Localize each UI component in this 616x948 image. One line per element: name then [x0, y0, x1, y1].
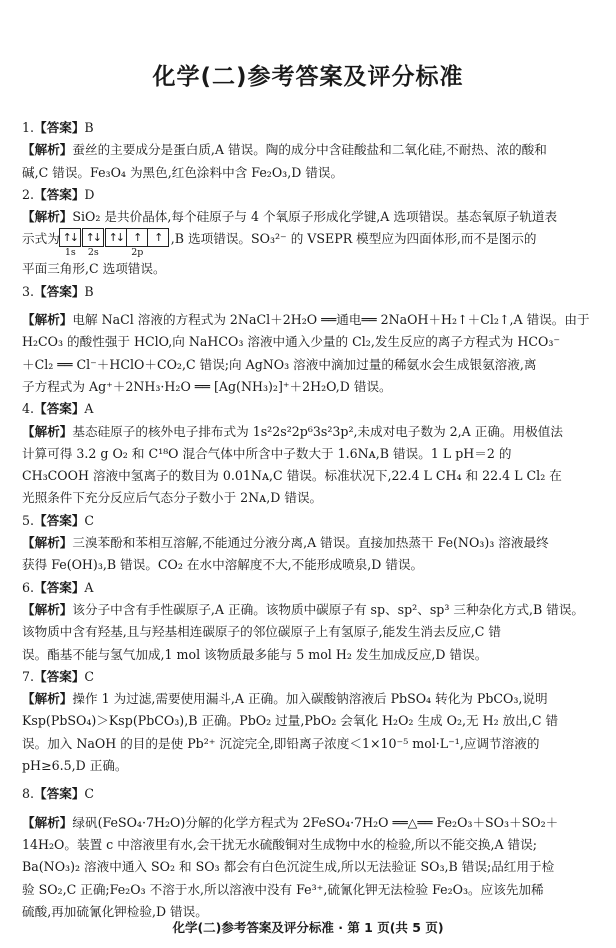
page-title: 化学(二)参考答案及评分标准	[152, 64, 464, 90]
analysis-8-line-4: 验 SO₂,C 正确;Fe₂O₃ 不溶于水,所以溶液中没有 Fe³⁺,硫氰化钾无法检验 Fe₂O₃。应该先加稀	[22, 881, 544, 897]
analysis-2-line-1: 【解析】SiO₂ 是共价晶体,每个硅原子与 4 个氧原子形成化学键,A 选项错误。基态氧原子轨道表	[22, 209, 558, 225]
orbital-2p	[106, 228, 169, 258]
orbital-2s	[83, 228, 104, 258]
analysis-8-line-3: Ba(NO₃)₂ 溶液中通入 SO₂ 和 SO₃ 都会有白色沉淀生成,所以无法验证 SO₃,B 错误;品红用于检	[22, 859, 555, 875]
analysis-4-line-4: 光照条件下充分反应后气态分子数小于 2Nᴀ,D 错误。	[22, 490, 323, 506]
analysis-6-line-3: 误。酯基不能与氢气加成,1 mol 该物质最多能与 5 mol H₂ 发生加成反应,D 错误。	[22, 646, 488, 662]
analysis-6-line-2: 该物质中含有羟基,且与羟基相连碳原子的邻位碳原子上有氢原子,能发生消去反应,C 错	[22, 624, 502, 640]
orbital-diagram-line	[22, 228, 604, 258]
analysis-6-line-1: 【解析】该分子中含有手性碳原子,A 正确。该物质中碳原子有 sp、sp²、sp³ 三种杂化方式,B 错误。	[22, 601, 585, 617]
orbital-label-2s: 2s	[87, 247, 99, 259]
answer-header-4: 4.【答案】A	[22, 401, 94, 417]
analysis-4-line-1: 【解析】基态硅原子的核外电子排布式为 1s²2s²2p⁶3s²3p²,未成对电子数为 2,A 正确。用极值法	[22, 423, 563, 439]
analysis-1-line-1: 【解析】蚕丝的主要成分是蛋白质,A 错误。陶的成分中含硅酸盐和二氧化硅,不耐热、浓的酸和	[22, 142, 547, 158]
answer-header-5: 5.【答案】C	[22, 512, 95, 528]
orbital-prefix: 示式为	[22, 231, 60, 247]
answer-header-6: 6.【答案】A	[22, 579, 94, 595]
orbital-1s	[60, 228, 81, 258]
orbital-box: ↑↓	[105, 228, 127, 247]
analysis-5-line-1: 【解析】三溴苯酚和苯相互溶解,不能通过分液分离,A 错误。直接加热蒸干 Fe(NO₃)₃ 溶液最终	[22, 535, 549, 551]
analysis-7-line-3: 误。加入 NaOH 的目的是使 Pb²⁺ 沉淀完全,即铅离子浓度＜1×10⁻⁵ mol·L⁻¹,应调节溶液的	[22, 735, 540, 751]
analysis-8-line-5: 硫酸,再加硫氰化钾检验,D 错误。	[22, 903, 208, 919]
analysis-7-line-1: 【解析】操作 1 为过滤,需要使用漏斗,A 正确。加入碳酸钠溶液后 PbSO₄ 转化为 PbCO₃,说明	[22, 691, 548, 707]
orbital-box: ↑↓	[59, 228, 81, 247]
page-footer: 化学(二)参考答案及评分标准 · 第 1 页(共 5 页)	[172, 920, 444, 935]
orbital-box: ↑	[147, 228, 169, 247]
answer-header-7: 7.【答案】C	[22, 668, 95, 684]
orbital-label-2p: 2p	[131, 247, 144, 259]
analysis-8-line-1: 【解析】绿矾(FeSO₄·7H₂O)分解的化学方程式为 2FeSO₄·7H₂O ══△══ Fe₂O₃＋SO₃＋SO₂＋	[22, 814, 559, 830]
answer-header-1: 1.【答案】B	[22, 120, 94, 135]
analysis-3-line-4: 子方程式为 Ag⁺＋2NH₃·H₂O ══ [Ag(NH₃)₂]⁺＋2H₂O,D 错误。	[22, 378, 392, 394]
analysis-5-line-2: 获得 Fe(OH)₃,B 错误。CO₂ 在水中溶解度不大,不能形成喷泉,D 错误。	[22, 557, 424, 573]
answer-header-8: 8.【答案】C	[22, 786, 95, 802]
analysis-7-line-2: Ksp(PbSO₄)＞Ksp(PbCO₃),B 正确。PbO₂ 过量,PbO₂ 会氧化 H₂O₂ 生成 O₂,无 H₂ 放出,C 错	[22, 713, 559, 729]
answer-header-3: 3.【答案】B	[22, 283, 94, 299]
analysis-4-line-2: 计算可得 3.2 g O₂ 和 C¹⁸O 混合气体中所含中子数大于 1.6Nᴀ,B 错误。1 L pH＝2 的	[22, 445, 512, 461]
answer-list	[22, 117, 604, 923]
analysis-4-line-3: CH₃COOH 溶液中氢离子的数目为 0.01Nᴀ,C 错误。标准状况下,22.4 L CH₄ 和 22.4 L Cl₂ 在	[22, 468, 562, 484]
answer-header-2: 2.【答案】D	[22, 186, 95, 202]
analysis-2-line-3: 平面三角形,C 选项错误。	[22, 261, 166, 277]
analysis-1-line-2: 碱,C 错误。Fe₃O₄ 为黑色,红色涂料中含 Fe₂O₃,D 错误。	[22, 164, 344, 180]
orbital-suffix: ,B 选项错误。SO₃²⁻ 的 VSEPR 模型应为四面体形,而不是图示的	[170, 231, 537, 247]
analysis-3-line-3: ＋Cl₂ ══ Cl⁻＋HClO＋CO₂,C 错误;向 AgNO₃ 溶液中滴加过量的稀氨水会生成银氨溶液,离	[22, 356, 537, 372]
analysis-3-line-1: 【解析】电解 NaCl 溶液的方程式为 2NaCl＋2H₂O ══通电══ 2NaOH＋H₂↑＋Cl₂↑,A 错误。由于	[22, 312, 590, 328]
analysis-3-line-2: H₂CO₃ 的酸性强于 HClO,向 NaHCO₃ 溶液中通入少量的 Cl₂,发生反应的离子方程式为 HCO₃⁻	[22, 334, 561, 350]
orbital-label-1s: 1s	[64, 247, 76, 259]
orbital-box: ↑	[126, 228, 148, 247]
analysis-8-line-2: 14H₂O。装置 c 中溶液里有水,会干扰无水硫酸铜对生成物中水的检验,所以不能交换,A 错误;	[22, 836, 537, 852]
analysis-7-line-4: pH≥6.5,D 正确。	[22, 758, 128, 774]
orbital-box: ↑↓	[82, 228, 104, 247]
